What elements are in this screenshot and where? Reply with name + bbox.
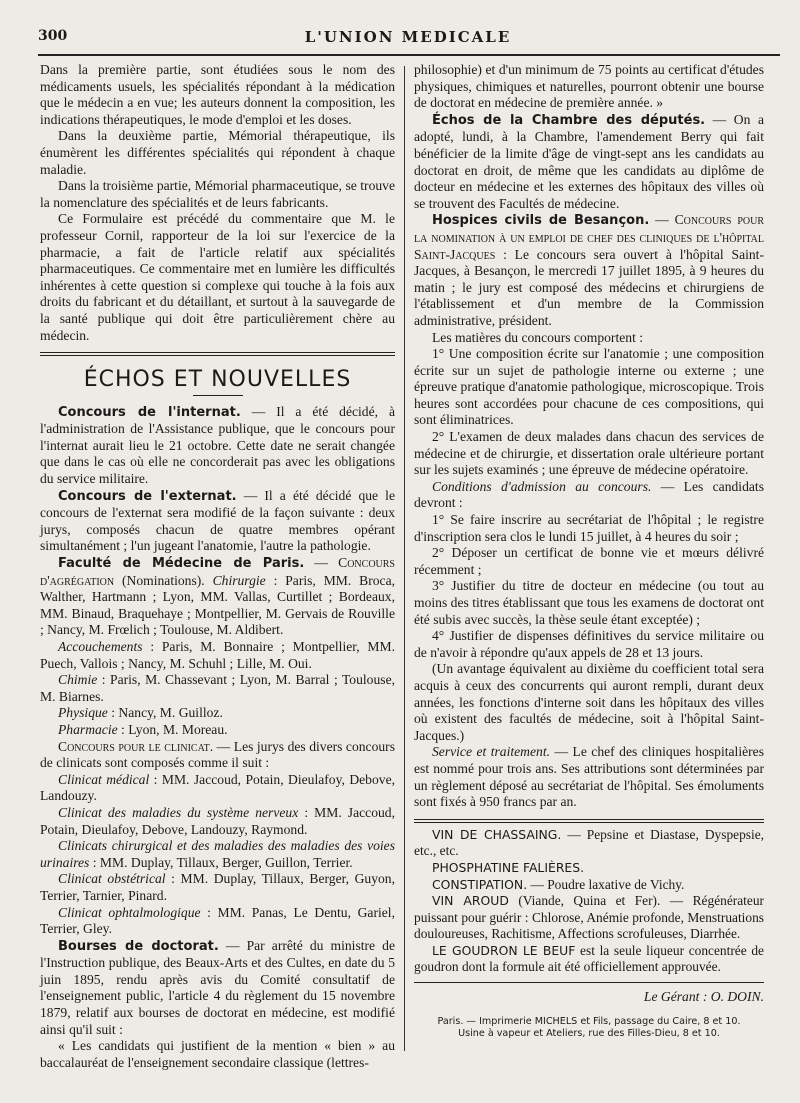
ad-phosphatine-brand: PHOSPHATINE FALIÈRES. <box>432 859 585 875</box>
service-text: — Le chef des cliniques hospitalières est nommé pour trois ans. Ses attributions sont déterminées par un règlement déposé au secrétariat de l'hôpital. Ses émoluments sont fixés à 950 francs par an. <box>414 744 764 810</box>
nerveux-text: : MM. Jaccoud, Potain, Dieulafoy, Debove, Landouzy, Raymond. <box>40 804 395 837</box>
chambre-text: — On a adopté, lundi, à la Chambre, l'amendement Berry qui fait bénéficier de la limite d'âge de vingt-sept ans les candidats au doctorat en droit, de même que les candidats au diplôme de docteur en médecine et les externes des hôpitaux des villes où se trouvent des Facultés de médecine. <box>414 111 765 211</box>
externat-heading: Concours de l'externat. <box>58 488 237 504</box>
urinaires-label: Clinicats chirurgical et des maladies des maladies des voies urinaires <box>40 838 395 870</box>
gerant-rule <box>414 982 764 983</box>
page-header <box>38 28 778 52</box>
intro-paragraph-1: Dans la première partie, sont étudiées sous le nom des médicaments usuels, les spécialités répondant à la médication que le médecin a en vue; les auteurs donnent la composition, les indications thérapeutiques, le mode d'emploi et les doses. <box>40 62 395 127</box>
intro-paragraph-4: Ce Formulaire est précédé du commentaire que M. le professeur Cornil, rapporteur de la loi sur l'exercice de la pharmacie, a fait de l'article relatif aux spécialités pharmaceutiques. Ce commentaire met en lumière les difficultés inhérentes à cette question si complexe qui touche à la fois aux droits du fabricant et du détaillant, et surtout à la sauvegarde de la santé publique qui doit être particulièrement chère au médecin. <box>40 211 395 343</box>
intro-paragraph-2: Dans la deuxième partie, Mémorial thérapeutique, ils énumèrent les différentes spécialités qui répondent à chaque maladie. <box>40 128 395 177</box>
ad-goudron <box>414 943 764 976</box>
faculte-paragraph <box>40 555 395 639</box>
ad-constipation-brand: CONSTIPATION. <box>432 876 528 892</box>
internat-text: — Il a été décidé, à l'administration de l'Assistance publique, que le concours pour l'internat aurait lieu le 21 octobre. Cette date ne serait changée que dans le cas où elle ne concorderait pas avec les obligations du service militaire. <box>40 403 395 487</box>
section-title: ÉCHOS ET NOUVELLES <box>83 367 352 393</box>
imprint-line-1: Paris. — Imprimerie MICHELS et Fils, passage du Caire, 8 et 10. <box>437 1015 741 1027</box>
ad-phosphatine <box>414 860 764 877</box>
ads-rule <box>414 819 764 823</box>
chirurgie-label: Chirurgie <box>212 572 266 588</box>
internat-paragraph <box>40 404 395 488</box>
right-column <box>414 62 764 1040</box>
condition-item-1: 1° Se faire inscrire au secrétariat de l'hôpital ; le registre d'inscription sera clos le lundi 15 juillet, à 4 heures du soir ; <box>414 512 764 544</box>
ophtalmo-label: Clinicat ophtalmologique <box>58 904 201 920</box>
advertisements <box>414 827 764 976</box>
faculte-heading: Faculté de Médecine de Paris. <box>58 556 305 572</box>
clinicat-medical-label: Clinicat médical <box>58 771 150 787</box>
gerant-signature: Le Gérant : O. DOIN. <box>643 989 764 1005</box>
clinicat-medical-text: : MM. Jaccoud, Potain, Dieulafoy, Debove, Landouzy. <box>40 771 396 804</box>
conditions-label: Conditions d'admission au concours. <box>432 478 652 494</box>
bourses-heading: Bourses de doctorat. <box>58 938 219 954</box>
faculte-concours: — Concours d'agrégation <box>40 555 395 588</box>
pharmacie-label: Pharmacie <box>58 721 118 737</box>
physique-label: Physique <box>58 705 108 721</box>
matieres-item-2: 2° L'examen de deux malades dans chacun des services de médecine et de chirurgie, et dissertation orale ultérieure portant sur les sujets examinés ; une épreuve de médecine opératoire. <box>414 429 764 478</box>
nerveux-paragraph <box>40 805 395 838</box>
header-rule <box>38 54 780 56</box>
clinicat-text: — Les jurys des divers concours de clinicats sont composés comme il suit : <box>40 738 395 771</box>
section-title-underline <box>193 395 243 396</box>
service-label: Service et traitement. <box>432 744 550 760</box>
ophtalmo-text: : MM. Panas, Le Dentu, Gariel, Terrier, Gley. <box>40 904 395 937</box>
physique-paragraph <box>40 705 395 722</box>
pharmacie-text: : Lyon, M. Moreau. <box>117 721 228 737</box>
chimie-paragraph <box>40 672 395 705</box>
ad-aroud-brand: VIN AROUD <box>432 893 509 909</box>
ad-chassaing <box>414 827 764 860</box>
ad-constipation-text: — Poudre laxative de Vichy. <box>527 876 685 892</box>
journal-title: L'UNION MEDICALE <box>304 28 512 46</box>
section-rule <box>40 352 395 356</box>
accouchements-text: : Paris, M. Bonnaire ; Montpellier, MM. Puech, Vallois ; Nancy, M. Schuhl ; Lille, M. Oui. <box>40 639 395 671</box>
chambre-heading: Échos de la Chambre des députés. <box>432 112 706 128</box>
imprint-line-2: Usine à vapeur et Ateliers, rue des Filles-Dieu, 8 et 10. <box>458 1027 720 1039</box>
physique-text: : Nancy, M. Guilloz. <box>107 705 223 721</box>
matieres-item-1: 1° Une composition écrite sur l'anatomie ; une composition écrite sur un sujet de pathologie interne ou externe ; une épreuve pratique d'anatomie pathologique, microscopique. Trois heures sont accordées pour chacune de ces compositions, qui sont éliminatrices. <box>414 346 764 428</box>
nerveux-label: Clinicat des maladies du système nerveux <box>58 804 299 820</box>
hospices-paragraph <box>414 212 764 329</box>
accouchements-label: Accouchements <box>58 639 143 654</box>
urinaires-paragraph <box>40 838 395 871</box>
chimie-label: Chimie <box>58 672 98 688</box>
clinicat-paragraph <box>40 739 395 772</box>
ad-goudron-brand: LE GOUDRON LE BEUF <box>432 942 576 958</box>
printer-imprint <box>414 1016 764 1040</box>
obstetrical-text: : MM. Duplay, Tillaux, Berger, Guyon, Terrier, Tarnier, Pinard. <box>40 871 395 903</box>
ad-chassaing-text: — Pepsine et Diastase, Dyspepsie, etc., etc. <box>414 826 764 859</box>
faculte-text: (Nominations). <box>114 572 213 588</box>
bourses-quote: « Les candidats qui justifient de la mention « bien » au baccalauréat de l'enseignement secondaire classique (lettres- <box>40 1038 395 1070</box>
ophtalmo-paragraph <box>40 905 395 938</box>
clinicat-medical-paragraph <box>40 772 395 805</box>
column-divider <box>404 66 405 1051</box>
ad-goudron-text: est la seule liqueur concentrée de goudron dont la formule ait été officiellement approuvée. <box>414 942 764 975</box>
matieres-paragraph: Les matières du concours comportent : <box>432 329 644 345</box>
internat-heading: Concours de l'internat. <box>58 404 241 420</box>
ad-aroud <box>414 893 764 943</box>
accouchements-paragraph <box>40 639 395 672</box>
service-paragraph <box>414 744 764 810</box>
chambre-paragraph <box>414 112 764 213</box>
conditions-paragraph <box>414 479 764 512</box>
bourses-text: — Par arrêté du ministre de l'Instruction publique, des Beaux-Arts et des Cultes, en date du 5 juin 1895, rendu après avis du Comité consultatif de l'enseignement public, l'article 4 du règlement du 15 novembre 1879, relatif aux bourses de doctorat en médecine, est modifié ainsi qu'il suit : <box>40 937 395 1037</box>
externat-text: — Il a été décidé que le concours de l'externat sera modifié de la façon suivante : deux jurys, composés chacun de quatre membres opérant simultanément ; l'un jugeant l'anatomie, l'autre la pathologie. <box>40 487 395 554</box>
hospices-text: : Le concours sera ouvert à l'hôpital Saint-Jacques, à Besançon, le mercredi 17 juillet 1895, à 9 heures du matin ; le jury est composé des médecins et chirurgiens de l'établissement et d'un membre de la Commission administrative, président. <box>414 246 764 328</box>
ad-chassaing-brand: VIN DE CHASSAING. <box>432 826 562 842</box>
clinicat-heading: Concours pour le clinicat. <box>58 738 214 754</box>
conditions-text: — Les candidats devront : <box>414 478 764 511</box>
urinaires-text: : MM. Duplay, Tillaux, Berger, Guillon, Terrier. <box>89 854 353 870</box>
obstetrical-label: Clinicat obstétrical <box>58 871 166 887</box>
condition-item-2: 2° Déposer un certificat de bonne vie et mœurs délivré récemment ; <box>414 545 764 577</box>
bourses-paragraph <box>40 938 395 1039</box>
condition-item-4: 4° Justifier de dispenses définitives du service militaire ou de n'avoir à répondre qu'aux appels de 28 et 13 jours. <box>414 628 764 660</box>
chirurgie-text: : Paris, MM. Broca, Walther, Hartmann ; Lyon, MM. Vallas, Curtillet ; Bordeaux, MM. Binaud, Braquehaye ; Montpellier, M. Gervais de Rouville ; Nancy, M. Frœlich ; Toulouse, M. Aldibert. <box>40 572 396 638</box>
hospices-heading: Hospices civils de Besançon. <box>432 213 650 229</box>
obstetrical-paragraph <box>40 871 395 904</box>
pharmacie-paragraph <box>40 722 395 739</box>
continuation-paragraph: philosophie) et d'un minimum de 75 points au certificat d'études physiques, chimiques et naturelles, pourront obtenir une bourse de doctorat en médecine de première année. » <box>414 62 764 111</box>
ad-constipation <box>414 877 764 894</box>
hospices-concours: — Concours pour la nomination à un emploi de chef des cliniques de l'hôpital Saint-Jacques <box>414 212 764 262</box>
intro-paragraph-3: Dans la troisième partie, Mémorial pharmaceutique, se trouve la nomenclature des spécialités et de leurs fabricants. <box>40 178 395 210</box>
condition-item-3: 3° Justifier du titre de docteur en médecine (ou tout au moins des titres établissant que tous les examens de doctorat ont été subis avec succès, la thèse seule étant exceptée) ; <box>414 578 764 627</box>
ad-aroud-text: (Viande, Quina et Fer). — Régénérateur puissant pour guérir : Chlorose, Anémie profonde, Menstruations douloureuses, Rachitisme, Affections scrofuleuses, Diarrhée. <box>414 893 764 942</box>
left-column <box>40 62 395 1071</box>
avantage-paragraph: (Un avantage équivalent au dixième du coefficient total sera acquis à ceux des concurrents qui auront rempli, durant deux années, les fonctions d'interne soit dans les hôpitaux des villes où existent des facultés de médecine, soit à l'hôpital Saint-Jacques.) <box>414 661 764 743</box>
chimie-text: : Paris, M. Chassevant ; Lyon, M. Barral ; Toulouse, M. Biarnes. <box>40 672 395 704</box>
externat-paragraph <box>40 488 395 555</box>
page-number: 300 <box>38 28 68 44</box>
